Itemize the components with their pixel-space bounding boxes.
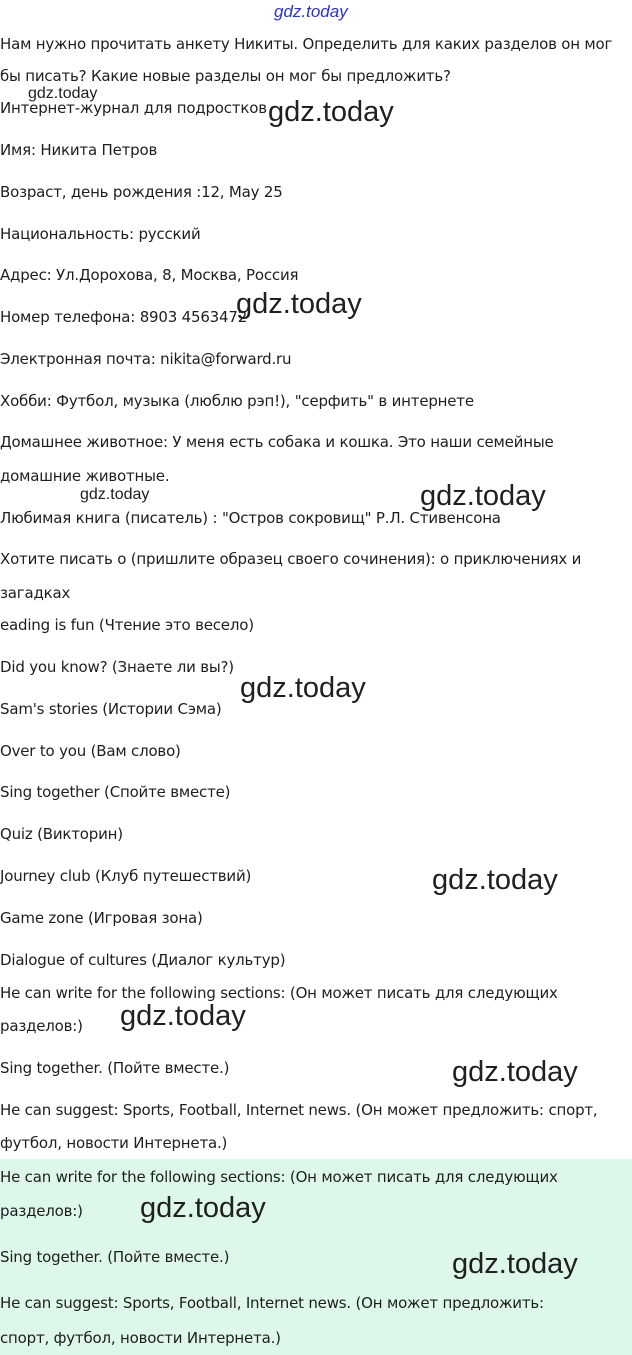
- section-item: Over to you (Вам слово): [0, 742, 181, 760]
- watermark: gdz.today: [420, 480, 546, 512]
- task-text-line: бы писать? Какие новые разделы он мог бы предложить?: [0, 67, 451, 85]
- section-item: Sing together (Спойте вместе): [0, 783, 231, 801]
- watermark: gdz.today: [452, 1248, 578, 1280]
- field-address: Адрес: Ул.Дорохова, 8, Москва, Россия: [0, 266, 299, 284]
- watermark-small: gdz.today: [80, 486, 150, 503]
- highlighted-write-for: He can write for the following sections: (Он может писать для следующих: [0, 1168, 558, 1186]
- highlighted-suggest: He can suggest: Sports, Football, Internet news. (Он может предложить:: [0, 1294, 544, 1312]
- section-item: Journey club (Клуб путешествий): [0, 867, 252, 885]
- field-phone: Номер телефона: 8903 4563472: [0, 308, 248, 326]
- field-write-about-continued: загадках: [0, 584, 71, 602]
- field-nationality: Национальность: русский: [0, 225, 201, 243]
- answer-write-for-continued: разделов:): [0, 1017, 83, 1035]
- section-item: Dialogue of cultures (Диалог культур): [0, 951, 286, 969]
- watermark: gdz.today: [236, 288, 362, 320]
- highlighted-suggest-continued: спорт, футбол, новости Интернета.): [0, 1329, 281, 1347]
- answer-suggest: He can suggest: Sports, Football, Internet news. (Он может предложить: спорт,: [0, 1101, 598, 1119]
- field-email: Электронная почта: nikita@forward.ru: [0, 350, 292, 368]
- answer-sing-together: Sing together. (Пойте вместе.): [0, 1059, 230, 1077]
- watermark: gdz.today: [452, 1056, 578, 1088]
- field-age: Возраст, день рождения :12, May 25: [0, 183, 283, 201]
- section-item: Did you know? (Знаете ли вы?): [0, 658, 234, 676]
- watermark: gdz.today: [140, 1192, 266, 1224]
- field-book: Любимая книга (писатель) : "Остров сокровищ" Р.Л. Стивенсона: [0, 509, 501, 527]
- watermark: gdz.today: [240, 672, 366, 704]
- section-item: Quiz (Викторин): [0, 825, 123, 843]
- field-write-about: Хотите писать о (пришлите образец своего сочинения): о приключениях и: [0, 550, 582, 568]
- section-item: Sam's stories (Истории Сэма): [0, 700, 222, 718]
- highlighted-write-for-continued: разделов:): [0, 1202, 83, 1220]
- highlighted-sing-together: Sing together. (Пойте вместе.): [0, 1248, 230, 1266]
- field-name: Имя: Никита Петров: [0, 141, 158, 159]
- field-hobbies: Хобби: Футбол, музыка (люблю рэп!), "серфить" в интернете: [0, 392, 474, 410]
- watermark: gdz.today: [432, 864, 558, 896]
- watermark-top: gdz.today: [274, 2, 348, 21]
- section-item: eading is fun (Чтение это весело): [0, 616, 254, 634]
- field-pets-continued: домашние животные.: [0, 467, 170, 485]
- watermark-small: gdz.today: [28, 85, 98, 102]
- task-text-line: Нам нужно прочитать анкету Никиты. Определить для каких разделов он мог: [0, 35, 613, 53]
- watermark: gdz.today: [268, 96, 394, 128]
- magazine-title: Интернет-журнал для подростков: [0, 99, 267, 117]
- watermark: gdz.today: [120, 1000, 246, 1032]
- answer-write-for: He can write for the following sections: (Он может писать для следующих: [0, 984, 558, 1002]
- answer-suggest-continued: футбол, новости Интернета.): [0, 1134, 228, 1152]
- section-item: Game zone (Игровая зона): [0, 909, 203, 927]
- field-pets: Домашнее животное: У меня есть собака и кошка. Это наши семейные: [0, 433, 554, 451]
